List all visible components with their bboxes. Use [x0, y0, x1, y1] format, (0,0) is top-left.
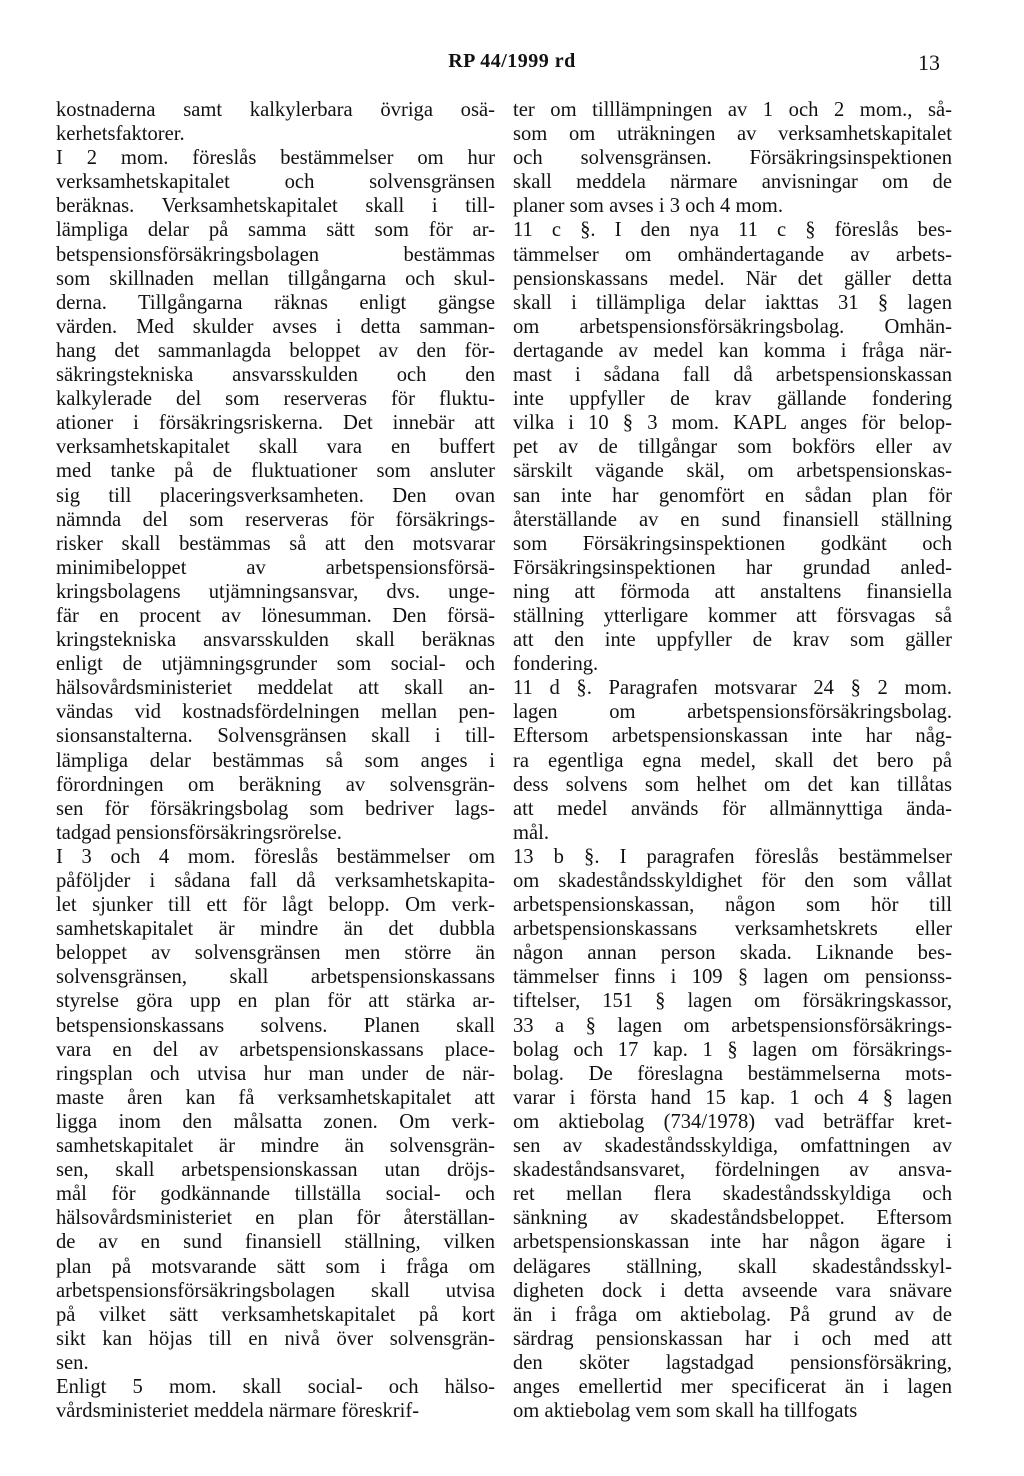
text-line: vara en del av arbetspensionskassans place-	[56, 1038, 495, 1061]
text-line: kringsbolagens utjämningsansvar, dvs. unge-	[56, 580, 495, 603]
text-line: hang det sammanlagda beloppet av den för-	[56, 339, 495, 362]
text-line: sig till placeringsverksamheten. Den ovan	[56, 484, 495, 507]
text-line: risker skall bestämmas så att den motsvarar	[56, 532, 495, 555]
text-line: plan på motsvarande sätt som i fråga om	[56, 1255, 495, 1278]
text-line: mål för godkännande tillställa social- och	[56, 1183, 495, 1206]
document-id: RP 44/1999 rd	[448, 50, 576, 72]
right-text-column	[513, 98, 952, 1423]
text-line: med tanke på de fluktuationer som ansluter	[56, 460, 495, 483]
text-line: ra egentliga egna medel, skall det bero på	[513, 749, 952, 772]
text-line: särdrag pensionskassan har i och med att	[513, 1327, 952, 1350]
text-line: san inte har genomfört en sådan plan för	[513, 484, 952, 507]
text-line: betspensionsförsäkringsbolagen bestämmas	[56, 243, 495, 266]
text-line: om aktiebolag vem som skall ha tillfogats	[513, 1400, 858, 1423]
text-line: särskilt vägande skäl, om arbetspensionskas-	[513, 460, 952, 483]
text-line: ringsplan och utvisa hur man under de när-	[56, 1062, 495, 1085]
text-line: att den inte uppfyller de krav som gäller	[513, 629, 952, 652]
text-line: enligt de utjämningsgrunder som social- och	[56, 653, 495, 676]
text-line: den sköter lagstadgad pensionsförsäkring,	[513, 1351, 952, 1374]
text-line: påföljder i sådana fall då verksamhetskapita-	[56, 870, 495, 892]
text-line: derna. Tillgångarna räknas enligt gängse	[56, 291, 495, 314]
left-text-column	[56, 98, 495, 1423]
text-line: I 2 mom. föreslås bestämmelser om hur	[56, 147, 495, 170]
text-line: skall meddela närmare anvisningar om de	[513, 171, 952, 194]
text-line: Enligt 5 mom. skall social- och hälso-	[56, 1375, 495, 1398]
text-line: arbetspensionskassan inte har någon ägare i	[513, 1231, 952, 1254]
text-line: ning att förmoda att anstaltens finansiella	[513, 580, 952, 603]
text-line: nämnda del som reserveras för försäkrings-	[56, 508, 495, 531]
text-line: vårdsministeriet meddela närmare föreskrif-	[56, 1400, 420, 1423]
text-line: hälsovårdsministeriet meddelat att skall an-	[56, 677, 495, 700]
text-line: sikt kan höjas till en nivå över solvensgrän-	[56, 1327, 495, 1350]
text-line: lämpliga delar på samma sätt som för ar-	[56, 219, 495, 242]
text-line: sänkning av skadeståndsbeloppet. Eftersom	[513, 1207, 952, 1230]
text-line: digheten dock i detta avseende vara snävare	[513, 1279, 952, 1302]
text-line: tiftelser, 151 § lagen om försäkringskassor,	[513, 990, 952, 1013]
text-line: hälsovårdsministeriet en plan för återställan-	[56, 1207, 495, 1230]
text-line: lagen om arbetspensionsförsäkringsbolag.	[513, 701, 952, 724]
text-line: styrelse göra upp en plan för att stärka ar-	[56, 990, 495, 1013]
text-line: 11 c §. I den nya 11 c § föreslås bes-	[513, 219, 952, 242]
text-line: bolag och 17 kap. 1 § lagen om försäkrings-	[513, 1038, 952, 1061]
text-line: beloppet av solvensgränsen men större än	[56, 942, 495, 965]
text-line: delägares ställning, skall skadeståndsskyl-	[513, 1255, 952, 1278]
text-line: om aktiebolag (734/1978) vad beträffar kret-	[513, 1110, 952, 1133]
text-line: solvensgränsen, skall arbetspensionskassans	[56, 966, 495, 989]
text-line: kringstekniska ansvarsskulden skall beräknas	[56, 629, 495, 652]
text-line: inte uppfyller de krav gällande fondering	[513, 388, 952, 411]
text-line: någon annan person skada. Liknande bes-	[513, 942, 952, 965]
text-line: sionsanstalterna. Solvensgränsen skall i till-	[56, 725, 495, 748]
text-line: tadgad pensionsförsäkringsrörelse.	[56, 821, 342, 844]
text-line: beräknas. Verksamhetskapitalet skall i till-	[56, 195, 495, 218]
text-line: ställning ytterligare kommer att försvagas så	[513, 604, 952, 627]
text-line: verksamhetskapitalet skall vara en buffert	[56, 436, 495, 459]
text-line: 11 d §. Paragrafen motsvarar 24 § 2 mom.	[513, 677, 952, 700]
text-line: som om uträkningen av verksamhetskapitalet	[513, 123, 952, 146]
text-line: dertagande av medel kan komma i fråga när-	[513, 339, 952, 362]
text-line: mål.	[513, 821, 550, 844]
text-line: varar i första hand 15 kap. 1 och 4 § lagen	[513, 1086, 952, 1109]
text-line: sen, skall arbetspensionskassan utan dröjs-	[56, 1159, 495, 1182]
text-line: arbetspensionskassan, någon som hör till	[513, 894, 952, 917]
text-line: minimibeloppet av arbetspensionsförsä-	[56, 556, 495, 579]
text-line: mast i sådana fall då arbetspensionskassan	[513, 364, 952, 387]
text-line: arbetspensionskassans verksamhetskrets eller	[513, 918, 952, 941]
text-line: kerhetsfaktorer.	[56, 123, 185, 146]
text-line: som skillnaden mellan tillgångarna och skul-	[56, 267, 495, 290]
text-line: fondering.	[513, 653, 599, 676]
text-line: anges emellertid mer specificerat än i lagen	[513, 1375, 952, 1398]
text-line: än i fråga om aktiebolag. På grund av de	[513, 1303, 952, 1326]
text-line: Försäkringsinspektionen har grundad anled-	[513, 556, 952, 579]
text-line: arbetspensionsförsäkringsbolagen skall utvisa	[56, 1279, 495, 1302]
text-line: verksamhetskapitalet och solvensgränsen	[56, 171, 495, 194]
text-line: samhetskapitalet är mindre än solvensgrän-	[56, 1135, 495, 1158]
text-line: på vilket sätt verksamhetskapitalet på kort	[56, 1303, 495, 1326]
text-line: förordningen om beräkning av solvensgrän-	[56, 773, 495, 796]
text-line: vändas vid kostnadsfördelningen mellan pen-	[56, 701, 495, 724]
text-line: om skadeståndsskyldighet för den som vållat	[513, 870, 952, 892]
text-line: planer som avses i 3 och 4 mom.	[513, 195, 783, 218]
text-line: värden. Med skulder avses i detta samman-	[56, 315, 495, 338]
page-header	[0, 50, 1024, 78]
text-line: let sjunker till ett för lågt belopp. Om verk-	[56, 894, 495, 917]
text-line: ret mellan flera skadeståndsskyldiga och	[513, 1183, 952, 1206]
text-line: att medel används för allmännyttiga ända-	[513, 797, 952, 820]
text-line: och solvensgränsen. Försäkringsinspektionen	[513, 147, 952, 170]
text-line: ationer i försäkringsriskerna. Det innebär att	[56, 412, 495, 435]
text-line: kostnaderna samt kalkylerbara övriga osä-	[56, 99, 495, 121]
text-line: tämmelser om omhändertagande av arbets-	[513, 243, 952, 266]
text-line: skall i tillämpliga delar iakttas 31 § lagen	[513, 291, 952, 314]
text-line: sen för försäkringsbolag som bedriver lags-	[56, 797, 495, 820]
text-line: sen av skadeståndsskyldiga, omfattningen av	[513, 1135, 952, 1158]
text-line: 13 b §. I paragrafen föreslås bestämmelser	[513, 845, 952, 868]
text-line: fär en procent av lönesumman. Den försä-	[56, 604, 495, 627]
text-line: dess solvens som helhet om det kan tillåtas	[513, 773, 952, 796]
text-line: vilka i 10 § 3 mom. KAPL anges för belop-	[513, 412, 952, 435]
text-line: pet av de tillgångar som bokförs eller av	[513, 436, 952, 459]
text-line: ter om tilllämpningen av 1 och 2 mom., så-	[513, 99, 952, 121]
text-line: bolag. De föreslagna bestämmelserna mots-	[513, 1062, 952, 1085]
page-number: 13	[918, 50, 940, 75]
text-line: tämmelser finns i 109 § lagen om pensionss-	[513, 966, 952, 989]
text-line: ligga inom den målsatta zonen. Om verk-	[56, 1110, 495, 1133]
text-line: de av en sund finansiell ställning, vilken	[56, 1231, 495, 1254]
text-line: säkringstekniska ansvarsskulden och den	[56, 364, 495, 387]
text-line: I 3 och 4 mom. föreslås bestämmelser om	[56, 845, 495, 868]
text-line: återställande av en sund finansiell ställning	[513, 508, 952, 531]
text-line: samhetskapitalet är mindre än det dubbla	[56, 918, 495, 941]
text-line: maste åren kan få verksamhetskapitalet att	[56, 1086, 495, 1109]
text-line: skadeståndsansvaret, fördelningen av ansva-	[513, 1159, 952, 1182]
text-line: lämpliga delar bestämmas så som anges i	[56, 749, 495, 772]
text-line: sen.	[56, 1351, 89, 1374]
text-line: som Försäkringsinspektionen godkänt och	[513, 532, 952, 555]
text-line: kalkylerade del som reserveras för fluktu-	[56, 388, 495, 411]
text-line: pensionskassans medel. När det gäller detta	[513, 267, 952, 290]
text-line: om arbetspensionsförsäkringsbolag. Omhän-	[513, 315, 952, 338]
text-line: 33 a § lagen om arbetspensionsförsäkrings-	[513, 1014, 952, 1037]
text-line: betspensionskassans solvens. Planen skall	[56, 1014, 495, 1037]
text-line: Eftersom arbetspensionskassan inte har någ-	[513, 725, 952, 748]
